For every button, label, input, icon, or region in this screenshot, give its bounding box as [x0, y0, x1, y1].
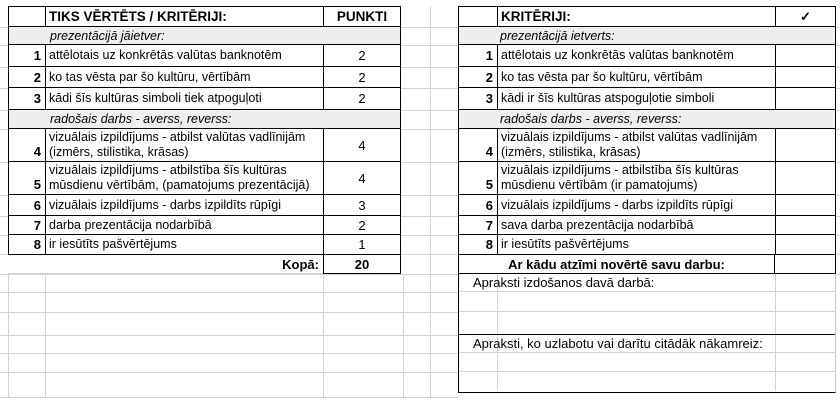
table-row — [459, 45, 835, 67]
total-value-cell[interactable]: 20 — [323, 255, 401, 274]
row-number-cell[interactable]: 4 — [9, 129, 46, 161]
points-cell[interactable]: 2 — [358, 48, 366, 63]
points-cell[interactable]: 2 — [358, 91, 366, 106]
check-cell[interactable] — [776, 88, 835, 109]
criteria-cell[interactable]: vizuālais izpildījums - atbilstība šīs kultūras mūsdienu vērtībām (ir pamatojums) — [498, 162, 776, 194]
criteria-header-cell[interactable]: TIKS VĒRTĒTS / KRITĒRIJI: — [46, 7, 324, 26]
check-cell[interactable] — [776, 67, 835, 87]
section-header-cell[interactable]: radošais darbs - averss, reverss: — [459, 110, 835, 129]
criteria-cell[interactable]: kādi ir šīs kultūras atspoguļotie simboli — [498, 88, 776, 109]
row-number-cell[interactable]: 7 — [459, 216, 498, 234]
points-cell[interactable]: 4 — [358, 137, 366, 153]
answer-area-2[interactable] — [459, 353, 835, 391]
table-row — [459, 67, 835, 88]
table-row — [9, 88, 400, 110]
row-number-cell[interactable]: 3 — [9, 88, 46, 109]
row-number-cell[interactable]: 6 — [459, 195, 498, 215]
table-row — [459, 235, 835, 254]
points-cell[interactable]: 2 — [358, 69, 366, 85]
points-cell[interactable]: 1 — [358, 237, 366, 252]
table-row — [9, 45, 400, 67]
criteria-cell[interactable]: vizuālais izpildījums - darbs izpildīts rūpīgi — [46, 195, 324, 215]
row-number-cell[interactable]: 7 — [9, 216, 46, 234]
check-cell[interactable] — [776, 45, 835, 66]
grade-value-cell[interactable] — [775, 255, 835, 273]
grade-prompt-cell[interactable]: Ar kādu atzīmi novērtē savu darbu: — [459, 255, 775, 273]
row-number-cell[interactable]: 2 — [9, 67, 46, 87]
section-header-cell[interactable]: radošais darbs - averss, reverss: — [9, 110, 400, 129]
criteria-cell[interactable]: sava darba prezentācija nodarbībā — [498, 216, 776, 234]
row-number-cell[interactable]: 3 — [459, 88, 498, 109]
criteria-cell[interactable]: vizuālais izpildījums - atbilstība šīs kultūras mūsdienu vērtībām, (pamatojums prezentācijā) — [46, 162, 324, 194]
section-header-cell[interactable]: prezentācijā ietverts: — [459, 27, 835, 45]
right-rubric-table — [458, 6, 836, 393]
table-row — [9, 67, 400, 88]
table-row — [459, 216, 835, 235]
table-row — [459, 162, 835, 195]
checkmark-icon: ✓ — [800, 8, 811, 24]
table-header-row — [9, 7, 400, 27]
question1-label[interactable]: Apraksti izdošanos davā darbā: — [473, 275, 655, 290]
check-cell[interactable] — [776, 195, 835, 215]
total-label-cell[interactable]: Kopā: — [8, 255, 323, 274]
check-cell[interactable] — [776, 129, 835, 161]
table-row — [9, 235, 400, 254]
answer-area-1[interactable] — [459, 292, 835, 334]
section-header-cell[interactable]: prezentācijā jāietver: — [9, 27, 400, 45]
table-row — [9, 162, 400, 195]
check-cell[interactable] — [776, 162, 835, 194]
points-cell[interactable]: 3 — [358, 197, 366, 213]
table-row — [9, 129, 400, 162]
row-number-cell[interactable] — [459, 7, 498, 26]
check-header-cell[interactable] — [776, 7, 835, 26]
criteria-cell[interactable]: vizuālais izpildījums - atbilst valūtas vadlīnijām (izmērs, stilistika, krāsas) — [498, 129, 776, 161]
total-row — [8, 255, 401, 274]
points-header-cell[interactable]: PUNKTI — [336, 9, 388, 24]
table-header-row — [459, 7, 835, 27]
question2-label[interactable]: Apraksti, ko uzlabotu vai darītu citādāk nākamreiz: — [473, 336, 763, 351]
points-cell[interactable]: 4 — [358, 170, 366, 186]
table-row — [459, 195, 835, 216]
criteria-cell[interactable]: ir iesūtīts pašvērtējums — [498, 235, 776, 254]
table-row — [459, 88, 835, 110]
points-cell[interactable]: 2 — [358, 217, 366, 233]
criteria-cell[interactable]: ko tas vēsta par šo kultūru, vērtībām — [46, 67, 324, 87]
row-number-cell[interactable]: 1 — [459, 45, 498, 66]
criteria-cell[interactable]: ko tas vēsta par šo kultūru, vērtībām — [498, 67, 776, 87]
check-cell[interactable] — [776, 216, 835, 234]
check-cell[interactable] — [776, 235, 835, 254]
left-rubric-table — [8, 6, 401, 274]
criteria-header-cell[interactable]: KRITĒRIJI: — [498, 7, 776, 26]
criteria-cell[interactable]: attēlotais uz konkrētās valūtas banknotēm — [498, 45, 776, 66]
row-number-cell[interactable]: 8 — [459, 235, 498, 254]
table-row — [9, 216, 400, 235]
self-assessment-section — [458, 274, 836, 393]
criteria-cell[interactable]: attēlotais uz konkrētās valūtas banknotēm — [46, 45, 324, 66]
criteria-cell[interactable]: vizuālais izpildījums - atbilst valūtas vadlīnijām (izmērs, stilistika, krāsas) — [46, 129, 324, 161]
row-number-cell[interactable]: 5 — [9, 162, 46, 194]
row-number-cell[interactable]: 8 — [9, 235, 46, 254]
row-number-cell[interactable]: 6 — [9, 195, 46, 215]
row-number-cell[interactable] — [9, 7, 46, 26]
criteria-cell[interactable]: kādi šīs kultūras simboli tiek atpoguļoti — [46, 88, 324, 109]
criteria-cell[interactable]: darba prezentācija nodarbībā — [46, 216, 324, 234]
table-row — [9, 195, 400, 216]
table-row — [459, 129, 835, 162]
row-number-cell[interactable]: 5 — [459, 162, 498, 194]
row-number-cell[interactable]: 2 — [459, 67, 498, 87]
grade-row — [458, 255, 836, 274]
row-number-cell[interactable]: 4 — [459, 129, 498, 161]
criteria-cell[interactable]: ir iesūtīts pašvērtējums — [46, 235, 324, 254]
criteria-cell[interactable]: vizuālais izpildījums - darbs izpildīts rūpīgi — [498, 195, 776, 215]
row-number-cell[interactable]: 1 — [9, 45, 46, 66]
